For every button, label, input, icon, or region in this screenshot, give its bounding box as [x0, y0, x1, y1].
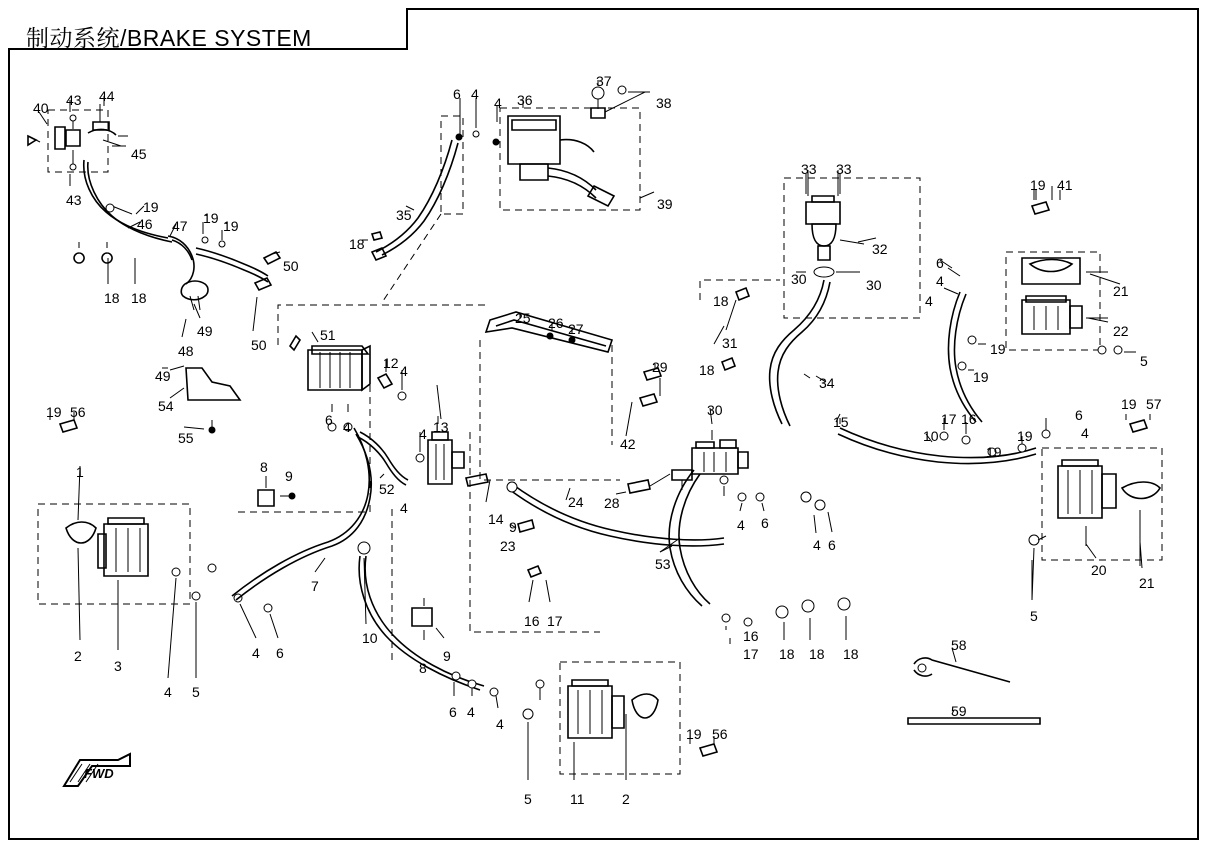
callout-5: 5	[192, 684, 200, 700]
callout-37: 37	[596, 73, 612, 89]
callout-11: 11	[570, 791, 585, 807]
callout-19: 19	[1017, 428, 1033, 444]
callout-49: 49	[197, 323, 213, 339]
callout-1: 1	[76, 464, 84, 480]
callout-6: 6	[1075, 407, 1083, 423]
callout-8: 8	[419, 660, 427, 676]
callout-17: 17	[547, 613, 563, 629]
callout-4: 4	[343, 419, 351, 435]
callout-20: 20	[1091, 562, 1107, 578]
callout-10: 10	[362, 630, 378, 646]
callout-24: 24	[568, 494, 584, 510]
callout-47: 47	[172, 218, 188, 234]
callout-18: 18	[779, 646, 795, 662]
callout-2: 2	[622, 791, 630, 807]
callout-48: 48	[178, 343, 194, 359]
callout-4: 4	[737, 517, 745, 533]
callout-35: 35	[396, 207, 412, 223]
callout-14: 14	[488, 511, 504, 527]
callout-18: 18	[104, 290, 120, 306]
callout-42: 42	[620, 436, 636, 452]
callout-4: 4	[252, 645, 260, 661]
fwd-label: FWD	[84, 766, 114, 781]
callout-4: 4	[164, 684, 172, 700]
callout-21: 21	[1113, 283, 1129, 299]
callout-7: 7	[311, 578, 319, 594]
callout-51: 51	[320, 327, 336, 343]
callout-46: 46	[137, 216, 153, 232]
callout-3: 3	[114, 658, 122, 674]
callout-19: 19	[1121, 396, 1137, 412]
callout-9: 9	[509, 519, 517, 535]
callout-16: 16	[743, 628, 759, 644]
callout-4: 4	[471, 86, 479, 102]
callout-33: 33	[801, 161, 817, 177]
callout-4: 4	[494, 95, 502, 111]
callout-23: 23	[500, 538, 516, 554]
callout-55: 55	[178, 430, 194, 446]
callout-43: 43	[66, 192, 82, 208]
callout-4: 4	[925, 293, 933, 309]
callout-17: 17	[941, 411, 957, 427]
callout-59: 59	[951, 703, 967, 719]
callout-19: 19	[143, 199, 159, 215]
callout-33: 33	[836, 161, 852, 177]
page-title: 制动系统/BRAKE SYSTEM	[26, 25, 312, 51]
callout-18: 18	[699, 362, 715, 378]
callout-41: 41	[1057, 177, 1073, 193]
callout-16: 16	[961, 411, 977, 427]
callout-19: 19	[223, 218, 239, 234]
callout-44: 44	[99, 88, 115, 104]
callout-4: 4	[936, 273, 944, 289]
callout-18: 18	[349, 236, 365, 252]
callout-5: 5	[1030, 608, 1038, 624]
callout-32: 32	[872, 241, 888, 257]
callout-13: 13	[433, 419, 449, 435]
callout-4: 4	[400, 500, 408, 516]
callout-50: 50	[251, 337, 267, 353]
callout-6: 6	[453, 86, 461, 102]
callout-6: 6	[276, 645, 284, 661]
callout-21: 21	[1139, 575, 1155, 591]
callout-4: 4	[1081, 425, 1089, 441]
callout-4: 4	[467, 704, 475, 720]
callout-19: 19	[203, 210, 219, 226]
callout-39: 39	[657, 196, 673, 212]
callout-29: 29	[652, 359, 668, 375]
callout-27: 27	[568, 321, 584, 337]
callout-58: 58	[951, 637, 967, 653]
callout-18: 18	[809, 646, 825, 662]
callout-36: 36	[517, 92, 533, 108]
callout-30: 30	[866, 277, 882, 293]
callout-45: 45	[131, 146, 147, 162]
callout-6: 6	[761, 515, 769, 531]
callout-54: 54	[158, 398, 174, 414]
callout-40: 40	[33, 100, 49, 116]
callout-52: 52	[379, 481, 395, 497]
callout-8: 8	[260, 459, 268, 475]
callout-19: 19	[686, 726, 702, 742]
callout-6: 6	[325, 412, 333, 428]
callout-38: 38	[656, 95, 672, 111]
callout-28: 28	[604, 495, 620, 511]
callout-50: 50	[283, 258, 299, 274]
callout-5: 5	[524, 791, 532, 807]
callout-26: 26	[548, 315, 564, 331]
callout-34: 34	[819, 375, 835, 391]
callout-4: 4	[400, 363, 408, 379]
callout-19: 19	[46, 404, 62, 420]
callout-5: 5	[1140, 353, 1148, 369]
callout-18: 18	[131, 290, 147, 306]
callout-15: 15	[833, 414, 849, 430]
callout-18: 18	[843, 646, 859, 662]
callout-19: 19	[1030, 177, 1046, 193]
callout-10: 10	[923, 428, 939, 444]
callout-4: 4	[419, 426, 427, 442]
callout-30: 30	[791, 271, 807, 287]
callout-19: 19	[986, 444, 1002, 460]
callout-43: 43	[66, 92, 82, 108]
callout-25: 25	[515, 310, 531, 326]
callout-49: 49	[155, 368, 171, 384]
callout-56: 56	[70, 404, 86, 420]
callout-6: 6	[449, 704, 457, 720]
callout-56: 56	[712, 726, 728, 742]
callout-17: 17	[743, 646, 759, 662]
callout-57: 57	[1146, 396, 1162, 412]
callout-16: 16	[524, 613, 540, 629]
callout-19: 19	[990, 341, 1006, 357]
callout-6: 6	[828, 537, 836, 553]
callout-9: 9	[285, 468, 293, 484]
callout-22: 22	[1113, 323, 1129, 339]
callout-4: 4	[496, 716, 504, 732]
callout-6: 6	[936, 255, 944, 271]
callout-12: 12	[383, 355, 399, 371]
callout-18: 18	[713, 293, 729, 309]
callout-4: 4	[813, 537, 821, 553]
callout-9: 9	[443, 648, 451, 664]
callout-31: 31	[722, 335, 738, 351]
callout-19: 19	[973, 369, 989, 385]
callout-2: 2	[74, 648, 82, 664]
callout-30: 30	[707, 402, 723, 418]
callout-53: 53	[655, 556, 671, 572]
